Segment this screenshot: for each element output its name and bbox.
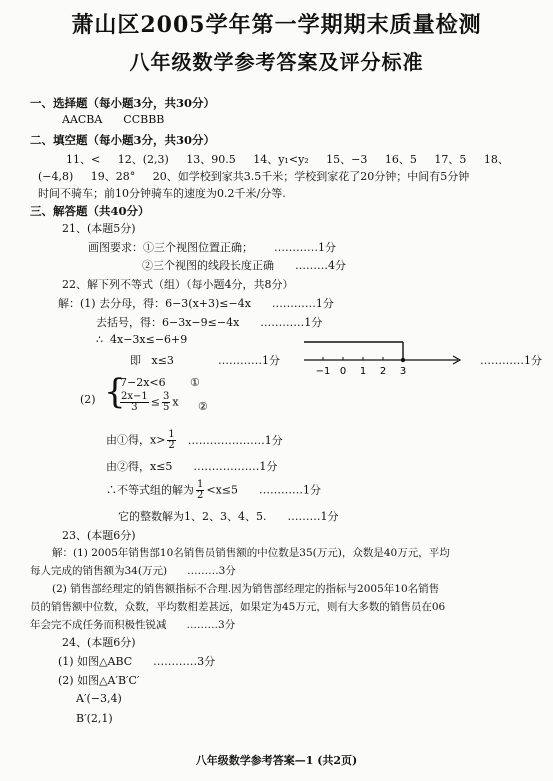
- result-3-numerator: 1: [197, 479, 204, 490]
- system-ineq-2: [118, 392, 179, 413]
- result-3-denominator: 2: [197, 490, 204, 501]
- q23-line-2: 每人完成的销售额为34(万元) ………3分: [30, 565, 236, 577]
- q22-result-3: [106, 480, 321, 501]
- number-line-label: 0: [339, 366, 347, 377]
- section-heading-solve: 三、解答题（共40分）: [30, 204, 150, 218]
- q24-title: 24、(本题6分): [62, 636, 136, 649]
- result-3-text: ∴不等式组的解为: [106, 483, 194, 497]
- ineq2-relation: ≤: [150, 395, 160, 409]
- ineq2-right-denominator: 5: [162, 402, 170, 413]
- fill-answers-line-1: 11、< 12、(2,3) 13、90.5 14、y₁<y₂ 15、−3 16、5 17、5 18、: [66, 153, 509, 166]
- page-footer: 八年级数学参考答案—1 (共2页): [195, 754, 358, 767]
- q24-line-1: (1) 如图△ABC …………3分: [58, 655, 216, 668]
- q22-result-1: [106, 430, 283, 451]
- ineq2-variable: x: [172, 395, 179, 409]
- q23-title: 23、(本题6分): [62, 529, 136, 542]
- page-subtitle: 八年级数学参考答案及评分标准: [129, 50, 424, 74]
- result-1-numerator: 1: [168, 429, 175, 440]
- result-3-rest: <x≤5 …………1分: [206, 483, 321, 497]
- q21-line-2: ②三个视图的线段长度正确 ………4分: [142, 259, 346, 272]
- number-line-label: 2: [379, 366, 387, 377]
- q21-title: 21、(本题5分): [62, 222, 136, 235]
- q23-line-3: (2) 销售部经理定的销售额指标不合理.因为销售部经理定的指标与2005年10名销售: [52, 583, 440, 595]
- system-ineq-1-mark: ①: [190, 376, 200, 389]
- q24-coord-a: A′(−3,4): [76, 692, 122, 705]
- section-heading-fill: 二、填空题（每小题3分，共30分）: [30, 133, 216, 147]
- system-ineq-2-mark: ②: [198, 400, 208, 413]
- q22-step-4: 即 x≤3: [130, 354, 174, 367]
- q23-line-5: 年会完不成任务而积极性锐减 ………3分: [30, 619, 236, 631]
- ineq2-left-denominator: 3: [131, 402, 138, 413]
- q24-line-2: (2) 如图△A′B′C′: [58, 674, 140, 687]
- ineq2-left-numerator: 2x−1: [121, 391, 148, 402]
- q24-coord-b: B′(2,1): [76, 712, 113, 725]
- q22-part-2-label: (2): [80, 393, 96, 406]
- q22-step-3: ∴ 4x−3x≤−6+9: [96, 333, 188, 346]
- q23-line-1: 解：(1) 2005年销售部10名销售员销售额的中位数是35(万元)，众数是40万元，平均: [52, 547, 450, 559]
- q22-step-2: 去括号，得：6−3x−9≤−4x …………1分: [96, 316, 323, 329]
- result-1-score: …………………1分: [187, 433, 283, 447]
- section-heading-choice: 一、选择题（每小题3分，共30分）: [30, 96, 216, 110]
- fill-answers-line-3: 时间不骑车；前10分钟骑车的速度为0.2千米/分等.: [38, 187, 286, 200]
- choice-answers: AACBA CCBBB: [62, 113, 165, 126]
- number-line: [298, 334, 466, 380]
- q22-step-1: 解：(1) 去分母，得：6−3(x+3)≤−4x …………1分: [58, 297, 334, 310]
- ineq2-right-numerator: 3: [162, 391, 170, 402]
- q22-step-4-score: …………1分: [218, 354, 280, 367]
- page-title: 萧山区2005学年第一学期期末质量检测: [71, 12, 482, 38]
- system-ineq-1: 7−2x<6: [120, 376, 166, 389]
- result-1-denominator: 2: [168, 440, 175, 451]
- q22-result-4: 它的整数解为1、2、3、4、5. ………1分: [118, 510, 339, 523]
- q21-line-1: 画图要求：①三个视图位置正确； …………1分: [88, 241, 336, 254]
- number-line-label: 1: [359, 366, 367, 377]
- number-line-label: 3: [399, 366, 407, 377]
- number-line-score: …………1分: [480, 354, 542, 367]
- fill-answers-line-2: (−4,8) 19、28° 20、如学校到家共3.5千米；学校到家花了20分钟；中间有5分钟: [38, 170, 470, 183]
- q23-line-4: 员的销售额中位数，众数，平均数相差甚远，如果定为45万元，则有大多数的销售员在06: [30, 601, 446, 613]
- result-1-text: 由①得，x>: [106, 433, 166, 447]
- q22-title: 22、解下列不等式（组）（每小题4分，共8分）: [62, 278, 294, 291]
- q22-result-2: 由②得，x≤5 ………………1分: [106, 460, 278, 473]
- system-brace: {: [104, 372, 126, 412]
- number-line-label: −1: [315, 366, 331, 377]
